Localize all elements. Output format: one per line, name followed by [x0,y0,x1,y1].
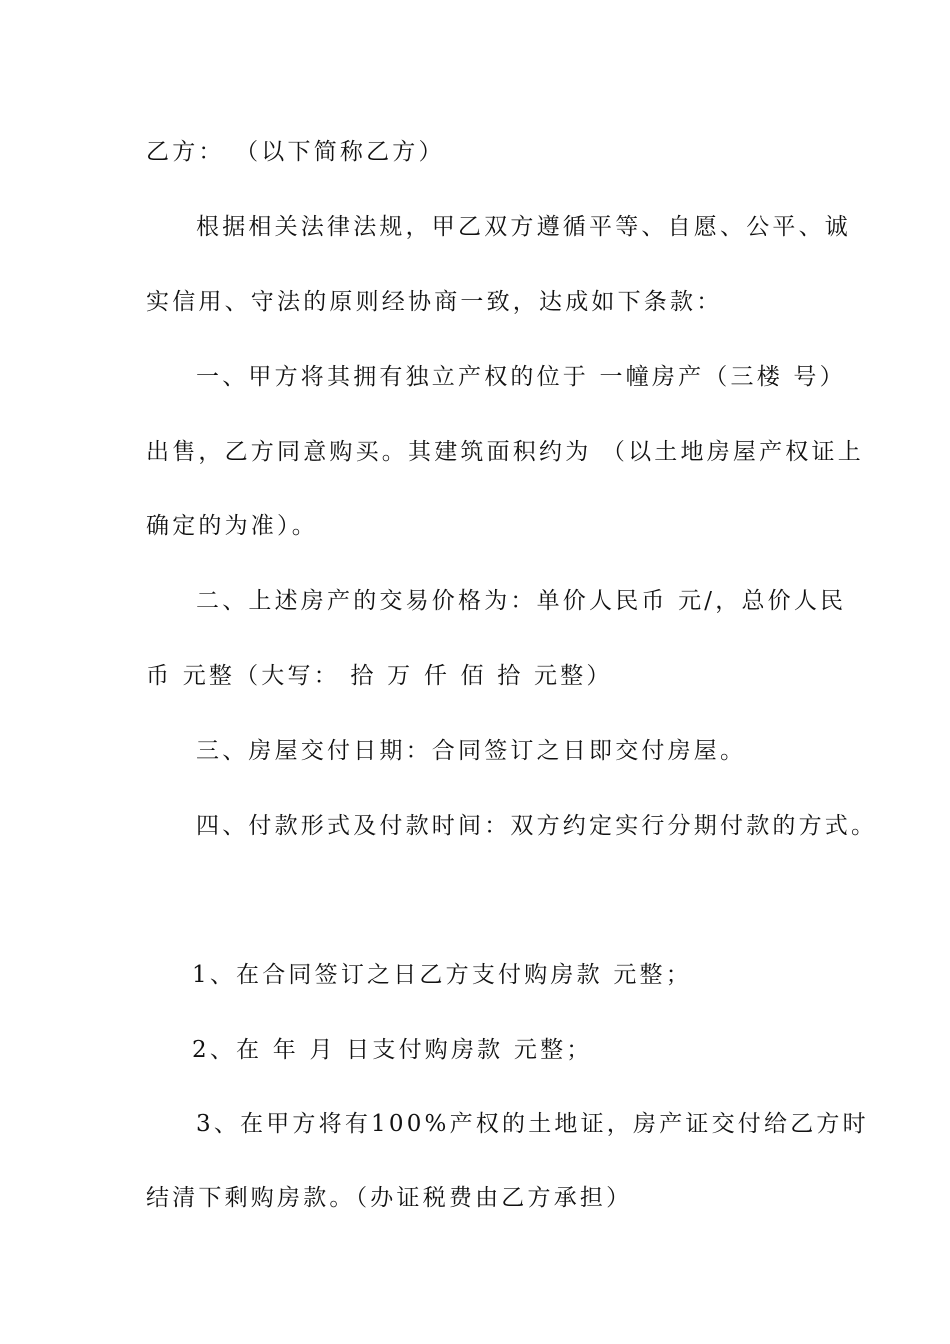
clause-1-line-3: 确定的为准）。 [146,513,318,539]
clause-4-line: 四、付款形式及付款时间：双方约定实行分期付款的方式。 [196,813,878,839]
intro-paragraph-line-2: 实信用、守法的原则经协商一致，达成如下条款： [146,289,723,315]
party-b-line: 乙方： （以下简称乙方） [146,139,445,165]
clause-1-line-2: 出售，乙方同意购买。其建筑面积约为 （以土地房屋产权证上 [146,439,864,465]
clause-2-line-2: 币 元整（大写： 拾 万 仟 佰 拾 元整） [146,663,613,689]
payment-item-1: 1、在合同签订之日乙方支付购房款 元整； [192,962,692,988]
clause-2-line-1: 二、上述房产的交易价格为：单价人民币 元/，总价人民 [196,588,847,614]
intro-paragraph-line-1: 根据相关法律法规，甲乙双方遵循平等、自愿、公平、诚 [196,214,851,240]
clause-3-line: 三、房屋交付日期：合同签订之日即交付房屋。 [196,738,747,764]
payment-item-3-line-2: 结清下剩购房款。（办证税费由乙方承担） [146,1185,633,1211]
clause-1-line-1: 一、甲方将其拥有独立产权的位于 一幢房产（三楼 号） [196,364,846,390]
payment-item-2: 2、在 年 月 日支付购房款 元整； [192,1037,593,1063]
payment-item-3-line-1: 3、在甲方将有100%产权的土地证，房产证交付给乙方时 [196,1111,869,1137]
